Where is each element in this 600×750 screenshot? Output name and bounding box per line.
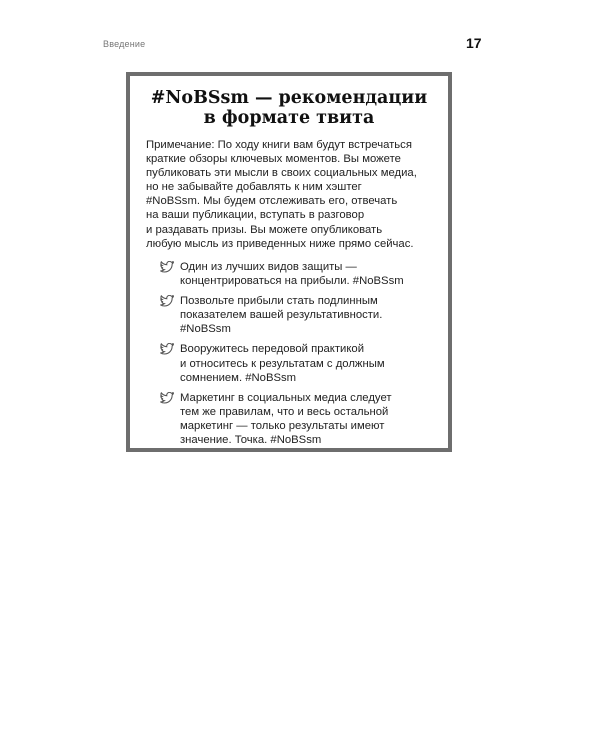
tweet-recommendations-box (126, 72, 452, 452)
box-title-line: в формате твита (203, 108, 375, 128)
note-line: публиковать эти мысли в своих социальных медиа, (146, 167, 417, 180)
note-line: краткие обзоры ключевых моментов. Вы можете (146, 153, 401, 166)
tweet-tip (160, 391, 440, 447)
note-line: любую мысль из приведенных ниже прямо сейчас. (146, 237, 414, 250)
twitter-bird-icon (160, 392, 174, 404)
box-title (130, 88, 448, 128)
note-line: но не забывайте добавлять к ним хэштег (146, 181, 362, 194)
tip-line: и относитесь к результатам с должным (180, 357, 385, 370)
tip-line: маркетинг — только результаты имеют (180, 419, 385, 432)
tweet-tip (160, 342, 440, 384)
tip-line: тем же правилам, что и весь остальной (180, 405, 389, 418)
tip-line: Один из лучших видов защиты — (180, 261, 357, 273)
note-line: Примечание: По ходу книги вам будут встречаться (146, 139, 412, 151)
tweet-tip (160, 260, 440, 288)
tip-line: Позвольте прибыли стать подлинным (180, 295, 378, 308)
tweet-tips-list (160, 260, 440, 453)
twitter-bird-icon (160, 295, 174, 307)
tip-line: значение. Точка. #NoBSsm (180, 434, 322, 447)
note-paragraph (146, 138, 446, 251)
tip-line: #NoBSsm (180, 323, 231, 336)
box-title-line: #NoBSsm — рекомендации (150, 88, 428, 108)
page-number: 17 (466, 35, 482, 51)
tweet-tip (160, 294, 440, 336)
tip-line: сомнением. #NoBSsm (180, 371, 297, 384)
running-head: Введение (103, 39, 146, 49)
twitter-bird-icon (160, 261, 174, 273)
note-line: #NoBSsm. Мы будем отслеживать его, отвечать (146, 195, 398, 208)
tip-line: концентрироваться на прибыли. #NoBSsm (180, 275, 404, 288)
note-line: и раздавать призы. Вы можете опубликовать (146, 223, 383, 236)
tip-line: Вооружитесь передовой практикой (180, 343, 364, 356)
tip-line: Маркетинг в социальных медиа следует (180, 391, 392, 404)
note-line: на ваши публикации, вступать в разговор (146, 209, 365, 222)
twitter-bird-icon (160, 343, 174, 355)
tip-line: показателем вашей результативности. (180, 309, 383, 322)
